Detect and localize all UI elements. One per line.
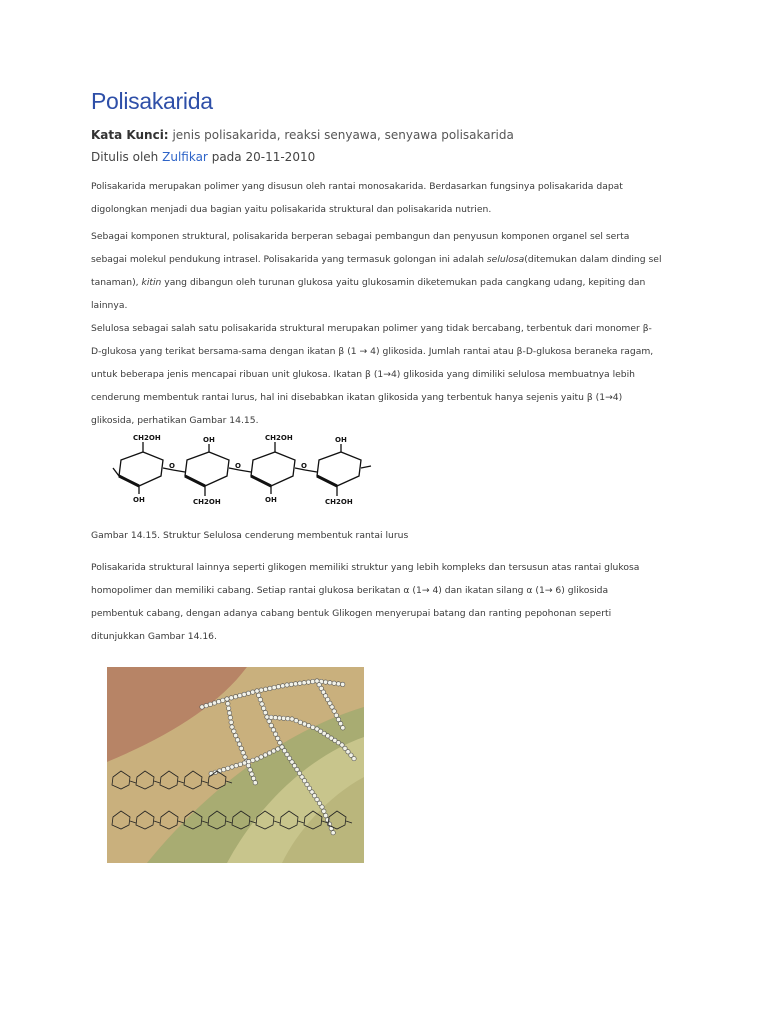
glucose-bead (226, 766, 230, 770)
ch2oh-label: CH2OH (193, 498, 221, 506)
glucose-bead (336, 717, 340, 721)
glucose-bead (233, 695, 237, 699)
glucose-bead (268, 686, 272, 690)
glucose-bead (251, 758, 255, 762)
glucose-bead (239, 746, 243, 750)
paragraph-glikogen (91, 556, 639, 648)
glucose-bead (228, 715, 232, 719)
glucose-bead (204, 703, 208, 707)
keywords-line (91, 127, 691, 143)
glucose-bead (311, 679, 315, 683)
glucose-bead (243, 755, 247, 759)
glucose-bead (294, 718, 298, 722)
glucose-bead (278, 741, 282, 745)
glucose-bead (259, 755, 263, 759)
glucose-bead (338, 721, 342, 725)
glucose-bead (212, 701, 216, 705)
oh-label: OH (265, 496, 277, 504)
glucose-bead (208, 702, 212, 706)
ch2oh-label: CH2OH (265, 434, 293, 442)
glucose-bead (227, 711, 231, 715)
o-label: O (235, 462, 241, 470)
glucose-bead (263, 710, 267, 714)
glucose-bead (234, 763, 238, 767)
oh-label: OH (335, 436, 347, 444)
paragraph-line: lainnya. (91, 300, 128, 311)
page-title: Polisakarida (91, 88, 213, 114)
glucose-bead (302, 722, 306, 726)
glucose-bead (255, 757, 259, 761)
glucose-bead (234, 733, 238, 737)
byline-mid: pada (211, 150, 242, 164)
byline (91, 149, 691, 165)
o-label: O (301, 462, 307, 470)
o-label: O (169, 462, 175, 470)
glucose-bead (226, 706, 230, 710)
glucose-bead (271, 749, 275, 753)
paragraph-line: digolongkan menjadi dua bagian yaitu polisakarida struktural dan polisakarida nutrien. (91, 204, 492, 215)
glucose-bead (330, 705, 334, 709)
glucose-bead (221, 698, 225, 702)
glucose-bead (200, 705, 204, 709)
glucose-bead (341, 682, 345, 686)
glucose-bead (238, 693, 242, 697)
glucose-bead (260, 702, 264, 706)
glucose-bead (269, 723, 273, 727)
glucose-bead (306, 680, 310, 684)
glucose-bead (306, 723, 310, 727)
paragraph-line: Sebagai komponen struktural, polisakarida berperan sebagai pembangun dan penyusun komponen organel sel serta (91, 231, 630, 242)
paragraph-line: homopolimer dan memiliki cabang. Setiap rantai glukosa berikatan α (1→ 4) dan ikatan silang α (1→ 6) glikosida (91, 585, 609, 596)
publish-date: 20-11-2010 (245, 150, 316, 164)
glucose-bead (320, 805, 324, 809)
glucose-bead (248, 768, 252, 772)
paragraph-line: ditunjukkan Gambar 14.16. (91, 631, 217, 642)
byline-prefix: Ditulis oleh (91, 150, 159, 164)
glucose-bead (286, 716, 290, 720)
glucose-bead (253, 781, 257, 785)
glucose-bead (332, 709, 336, 713)
glucose-bead (250, 772, 254, 776)
glycogen-structure-image (107, 667, 364, 863)
glucose-bead (261, 706, 265, 710)
glucose-bead (242, 761, 246, 765)
glucose-bead (238, 762, 242, 766)
paragraph-line: sebagai molekul pendukung intrasel. Polisakarida yang termasuk golongan ini adalah selulosa(ditemukan dalam dinding sel (91, 254, 662, 265)
glucose-bead (298, 681, 302, 685)
glucose-bead (237, 742, 241, 746)
paragraph-line: Polisakarida struktural lainnya seperti glikogen memiliki struktur yang lebih kompleks dan tersusun atas rantai glukosa (91, 562, 640, 573)
glucose-bead (263, 687, 267, 691)
glucose-bead (302, 681, 306, 685)
glucose-bead (216, 699, 220, 703)
cellulose-structure-figure (103, 430, 375, 512)
keywords-label: Kata Kunci: (91, 128, 169, 142)
glucose-bead (235, 738, 239, 742)
ch2oh-label: CH2OH (325, 498, 353, 506)
glucose-bead (322, 809, 326, 813)
glucose-bead (293, 682, 297, 686)
glucose-bead (255, 689, 259, 693)
paragraph-line: cenderung membentuk rantai lurus, hal ini disebabkan ikatan glikosida yang terbentuk hanya sejenis yaitu β (1→4) (91, 392, 623, 403)
glucose-bead (276, 736, 280, 740)
glucose-bead (331, 831, 335, 835)
glucose-bead (242, 692, 246, 696)
glucose-bead (230, 765, 234, 769)
ch2oh-label: CH2OH (133, 434, 161, 442)
glucose-bead (246, 691, 250, 695)
paragraph-line: untuk beberapa jenis mencapai ribuan unit glukosa. Ikatan β (1→4) glikosida yang dimiliki selulosa membuatnya lebih (91, 369, 635, 380)
author-link[interactable]: Zulfikar (162, 150, 208, 164)
glucose-bead (246, 759, 250, 763)
paragraph-line: glikosida, perhatikan Gambar 14.15. (91, 415, 259, 426)
glucose-bead (281, 716, 285, 720)
glucose-bead (229, 720, 233, 724)
glucose-bead (290, 717, 294, 721)
glucose-bead (229, 696, 233, 700)
glucose-bead (269, 715, 273, 719)
glucose-bead (273, 715, 277, 719)
glucose-bead (265, 715, 269, 719)
oh-label: OH (203, 436, 215, 444)
glucose-bead (298, 720, 302, 724)
glucose-bead (232, 729, 236, 733)
glucose-bead (328, 681, 332, 685)
glucose-bead (241, 751, 245, 755)
glucose-bead (230, 725, 234, 729)
glucose-bead (334, 713, 338, 717)
glucose-bead (323, 680, 327, 684)
glucose-bead (226, 701, 230, 705)
glucose-bead (336, 682, 340, 686)
glucose-bead (281, 684, 285, 688)
paragraph-line: pembentuk cabang, dengan adanya cabang bentuk Glikogen menyerupai batang dan ranting pepohonan seperti (91, 608, 612, 619)
glucose-bead (251, 776, 255, 780)
glucose-bead (280, 745, 284, 749)
glucose-bead (324, 813, 328, 817)
glucose-bead (259, 688, 263, 692)
glucose-bead (256, 693, 260, 697)
glucose-bead (263, 753, 267, 757)
keywords: jenis polisakarida, reaksi senyawa, senyawa polisakarida (172, 128, 514, 142)
glucose-bead (271, 728, 275, 732)
glucose-bead (272, 685, 276, 689)
paragraph-line: Selulosa sebagai salah satu polisakarida struktural merupakan polimer yang tidak bercabang, terbentuk dari monomer β- (91, 323, 652, 334)
glucose-bead (251, 690, 255, 694)
glucose-bead (332, 681, 336, 685)
glucose-bead (221, 767, 225, 771)
glucose-bead (285, 683, 289, 687)
glucose-bead (289, 682, 293, 686)
glucose-bead (277, 716, 281, 720)
glucose-bead (273, 732, 277, 736)
glucose-bead (311, 725, 315, 729)
glucose-bead (258, 697, 262, 701)
glucose-bead (276, 685, 280, 689)
paragraph-line: tanaman), kitin yang dibangun oleh turunan glukosa yaitu glukosamin diketemukan pada cangkang udang, kepiting dan (91, 277, 646, 288)
figure-caption: Gambar 14.15. Struktur Selulosa cenderung membentuk rantai lurus (91, 530, 409, 541)
article (91, 88, 691, 432)
glucose-bead (341, 726, 345, 730)
glucose-bead (225, 697, 229, 701)
glucose-bead (276, 747, 280, 751)
paragraph-line: Polisakarida merupakan polimer yang disusun oleh rantai monosakarida. Berdasarkan fungsinya polisakarida dapat (91, 181, 623, 192)
glucose-bead (352, 756, 356, 760)
oh-label: OH (133, 496, 145, 504)
glucose-bead (267, 751, 271, 755)
paragraph-line: D-glukosa yang terikat bersama-sama dengan ikatan β (1 → 4) glikosida. Jumlah rantai atau β-D-glukosa beraneka ragam, (91, 346, 654, 357)
